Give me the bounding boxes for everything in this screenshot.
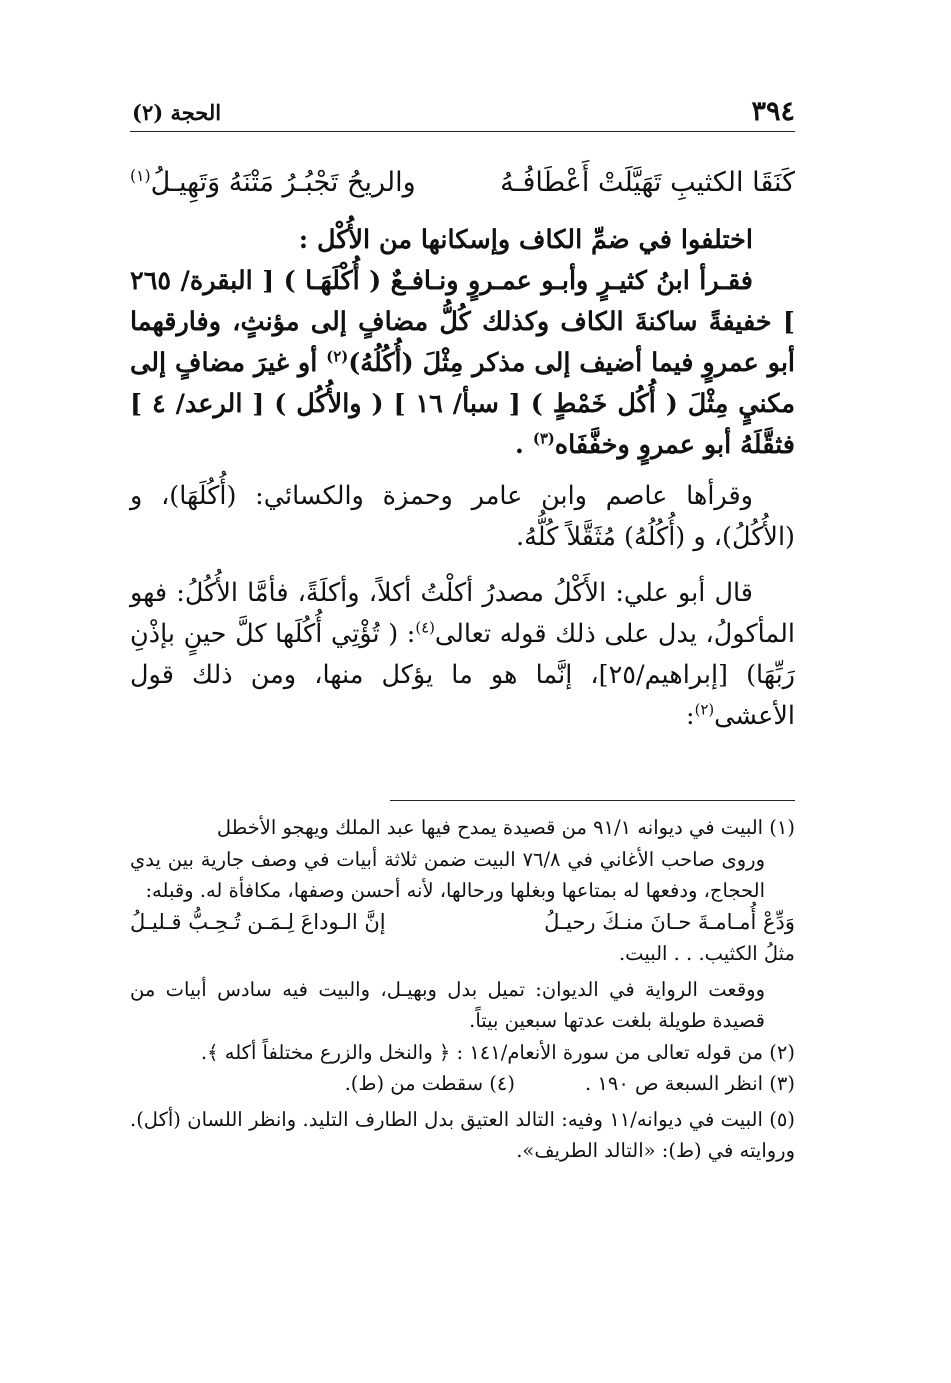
paragraph-2-end: . — [515, 430, 533, 460]
footnote-5: (٥) البيت في ديوانه/١١ وفيه: التالد العتيق بدل الطارف التليد. وانظر اللسان (أكل). وروايته في (ط): «التالد الطريف». — [130, 1107, 795, 1162]
footnote-ref: (٣) — [532, 430, 555, 448]
header-rule — [130, 131, 795, 132]
book-page — [130, 0, 795, 1383]
poem-line — [130, 160, 795, 204]
poem-hemistich-1: كَنَقَا الكثيبِ تَهَيَّلَتْ أَعْطَافُـهُ — [500, 166, 795, 198]
poem-hemistich-2: والريحُ تَجْبُـرُ مَتْنَهُ وَتَهِيـلُ — [150, 166, 416, 198]
paragraph-1: اختلفوا في ضمِّ الكاف وإسكانها من الأُكْل : — [298, 225, 753, 255]
paragraph-2-text: فقـرأ ابنُ كثيـرٍ وأبـو عمـروٍ ونـافـعٌ ( أُكْلَهَـا ) [ البقرة/ ٢٦٥ ] خفيفةً ساكنةَ الكاف وكذلك كُلُّ مضافٍ إلى مؤنثٍ، وفارقهما أبو عمروٍ فيما أضيف إلى مذكر مِثْلَ (أُكُلُهُ) — [130, 266, 796, 378]
verse-hemistich-2: إنَّ الـوداعَ لِـمَـن تُـحِـبُّ قـليـلُ — [130, 909, 386, 934]
footnote-1-c: مثلُ الكثيب. . . البيت. — [618, 942, 795, 965]
verse-hemistich-1: وَدِّعْ أُمـامـةَ حـانَ منـكَ رحيـلُ — [544, 909, 795, 934]
paragraph-2 — [130, 261, 795, 466]
main-text — [130, 220, 795, 737]
footnote-ref: (١) — [130, 165, 151, 185]
paragraph-3: وقرأها عاصم وابن عامر وحمزة والكسائي: (أُكُلَهَا)، و (الأُكُلُ)، و (أُكُلُهُ) مُثَقَّلاً كُلُّهُ. — [130, 481, 795, 552]
footnote-separator — [390, 800, 795, 801]
paragraph-4-text-a: قال أبو علي: الأَكْلُ مصدرُ أكلْتُ أكلاً، وأكلَةً، فأمَّا الأُكُلُ: فهو المأكولُ، يدل على ذلك قوله تعالى — [130, 578, 795, 649]
footnote-3-4-row — [130, 1068, 795, 1100]
paragraph-4 — [130, 573, 795, 737]
footnote-3: (٣) انظر السبعة ص ١٩٠ . — [585, 1072, 795, 1095]
paragraph-4-text-b: : ( تُؤْتِي أُكُلَها كلَّ حينٍ بإذْنِ رَبِّهَا) [إبراهيم/٢٥]، إنَّما هو ما يؤكل منها، ومن ذلك قول الأعشى — [130, 619, 795, 731]
footnote-1-a: (١) البيت في ديوانه ٩١/١ من قصيدة يمدح فيها عبد الملك ويهجو الأخطل — [216, 816, 795, 839]
footnote-ref: (٤) — [415, 619, 435, 637]
poem-hemistich-2-wrap — [130, 167, 416, 198]
footnote-4: (٤) سقطت من (ط). — [344, 1072, 515, 1095]
running-title: الحجة (٢) — [132, 100, 222, 125]
footnote-2: (٢) من قوله تعالى من سورة الأنعام/١٤١ : ﴿ والنخل والزرع مختلفاً أكله ﴾. — [200, 1040, 795, 1064]
page-number: ٣٩٤ — [751, 96, 795, 127]
footnote-ref: (٢) — [326, 348, 349, 366]
page-header — [130, 96, 795, 130]
footnote-ref: (٢) — [694, 701, 715, 719]
footnote-1-d: ووقعت الرواية في الديوان: تميل بدل وبهيـل، والبيت فيه سادس أبيات من قصيدة طويلة بلغت عدتها سبعين بيتاً. — [130, 977, 765, 1032]
paragraph-2b-text: أو غيرَ مضافٍ إلى مكنيٍ مِثْلَ ( أُكُل خَمْطٍ ) [ سبأ/ ١٦ ] ( والأُكُل ) [ الرعد/ ٤ ] فثقَّلَهُ أبو عمروٍ وخفَّفَاه — [130, 348, 795, 460]
footnote-verse — [130, 907, 795, 939]
paragraph-4-text-c: : — [686, 701, 695, 731]
footnote-1-b: وروى صاحب الأغاني في ٧٦/٨ البيت ضمن ثلاثة أبيات في وصف جارية بين يدي الحجاج، ودفعها له بمتاعها وبغلها ورحالها، لأنه أحسن وصفها، مكافأة له. وقبله: — [130, 847, 765, 902]
footnotes — [130, 812, 795, 1167]
